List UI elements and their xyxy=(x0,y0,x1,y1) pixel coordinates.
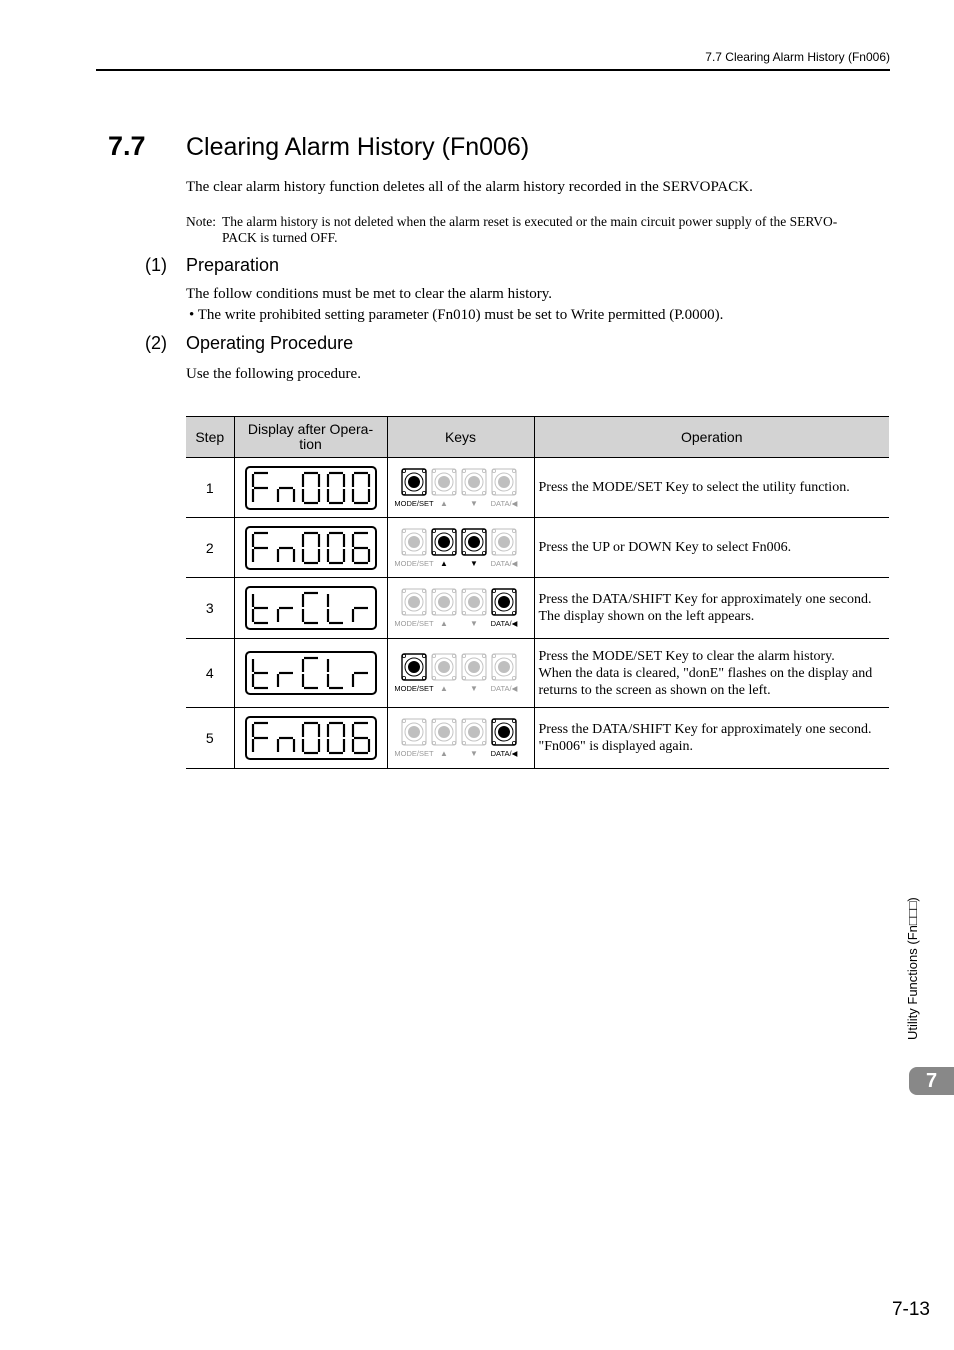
display-panel xyxy=(234,708,387,769)
data-key-label: DATA/◀ xyxy=(490,498,517,508)
up-key-label: ▲ xyxy=(439,558,448,568)
operation-cell xyxy=(534,639,889,708)
side-chapter-label: Utility Functions (Fn□□□) xyxy=(905,897,920,1040)
mode-key-label: MODE/SET xyxy=(393,619,434,628)
step-number: 4 xyxy=(186,639,234,708)
display-panel xyxy=(234,458,387,518)
procedure-table xyxy=(186,416,889,769)
up-key-button xyxy=(432,469,456,495)
operation-line-3: returns to the screen as shown on the left. xyxy=(538,682,771,698)
keys-cell xyxy=(387,708,534,769)
data-key-button xyxy=(492,654,516,680)
display-panel xyxy=(234,518,387,578)
header-keys: Keys xyxy=(387,417,534,458)
data-key-label: DATA/◀ xyxy=(490,619,517,628)
preparation-text: The follow conditions must be met to clear the alarm history. xyxy=(186,286,553,302)
preparation-title: Preparation xyxy=(186,255,280,275)
header-display: Display after Opera-tion xyxy=(234,417,387,458)
mode-key-label: MODE/SET xyxy=(393,749,434,758)
section-number: 7.7 xyxy=(108,131,146,161)
table-row xyxy=(186,518,889,578)
note-line-1: The alarm history is not deleted when the alarm reset is executed or the main circuit power supply of the SERVO- xyxy=(222,214,838,229)
note xyxy=(186,214,886,246)
down-key-button xyxy=(462,469,486,495)
up-key-label: ▲ xyxy=(439,749,448,758)
up-key-button xyxy=(432,589,456,615)
operation-line-1: Press the MODE/SET Key to clear the alarm history. xyxy=(538,648,835,664)
operation-cell xyxy=(534,708,889,769)
up-key-button xyxy=(432,654,456,680)
keys-cell xyxy=(387,458,534,518)
running-head: 7.7 Clearing Alarm History (Fn006) xyxy=(705,50,890,64)
mode-key-label: MODE/SET xyxy=(393,684,434,693)
down-key-label: ▼ xyxy=(469,619,478,628)
step-number: 2 xyxy=(186,518,234,578)
display-panel xyxy=(234,639,387,708)
operation-line-1: Press the DATA/SHIFT Key for approximately one second. xyxy=(538,722,872,737)
down-key-button xyxy=(462,654,486,680)
key-panel xyxy=(393,585,534,631)
key-panel xyxy=(393,465,534,511)
down-key-label: ▼ xyxy=(469,749,478,758)
mode-key-button xyxy=(402,654,426,680)
down-key-label: ▼ xyxy=(469,684,478,693)
up-key-button xyxy=(432,719,456,745)
header-rule xyxy=(96,69,890,71)
intro-text: The clear alarm history function deletes all of the alarm history recorded in the SERVOPACK. xyxy=(186,179,753,195)
data-key-label: DATA/◀ xyxy=(490,749,517,758)
down-key-label: ▼ xyxy=(469,498,478,508)
procedure-text: Use the following procedure. xyxy=(186,366,361,382)
preparation-number: (1) xyxy=(145,255,167,275)
section-title: Clearing Alarm History (Fn006) xyxy=(186,133,530,161)
note-label: Note: xyxy=(186,214,216,229)
mode-key-button xyxy=(402,529,426,555)
operation-line-2: "Fn006" is displayed again. xyxy=(538,739,694,754)
key-panel xyxy=(393,650,534,696)
mode-key-button xyxy=(402,469,426,495)
data-key-button xyxy=(492,719,516,745)
up-key-label: ▲ xyxy=(439,684,448,693)
key-panel xyxy=(393,525,534,571)
data-key-label: DATA/◀ xyxy=(490,558,517,568)
up-key-button xyxy=(432,529,456,555)
keys-cell xyxy=(387,639,534,708)
data-key-label: DATA/◀ xyxy=(490,684,517,693)
procedure-title: Operating Procedure xyxy=(186,333,354,353)
seven-segment-display xyxy=(235,651,387,695)
seven-segment-display xyxy=(235,586,387,630)
data-key-button xyxy=(492,529,516,555)
seven-segment-display xyxy=(235,716,387,760)
table-row xyxy=(186,458,889,518)
note-line-2: PACK is turned OFF. xyxy=(222,230,338,245)
table-row xyxy=(186,708,889,769)
header-operation: Operation xyxy=(534,417,889,458)
step-number: 1 xyxy=(186,458,234,518)
keys-cell xyxy=(387,578,534,639)
operation-line-2: The display shown on the left appears. xyxy=(538,609,755,624)
step-number: 3 xyxy=(186,578,234,639)
procedure-heading xyxy=(145,333,353,354)
operation-line-1: Press the DATA/SHIFT Key for approximately one second. xyxy=(538,592,872,607)
data-key-button xyxy=(492,589,516,615)
table-row xyxy=(186,578,889,639)
down-key-button xyxy=(462,529,486,555)
down-key-button xyxy=(462,719,486,745)
display-panel xyxy=(234,578,387,639)
table-row xyxy=(186,639,889,708)
seven-segment-display xyxy=(235,466,387,510)
operation-cell xyxy=(534,458,889,518)
operation-line-1: Press the UP or DOWN Key to select Fn006. xyxy=(538,540,792,555)
operation-cell xyxy=(534,518,889,578)
preparation-bullet: • The write prohibited setting parameter (Fn010) must be set to Write permitted (P.0000). xyxy=(189,307,724,323)
operation-line-1: Press the MODE/SET Key to select the utility function. xyxy=(538,480,850,495)
mode-key-button xyxy=(402,719,426,745)
down-key-button xyxy=(462,589,486,615)
procedure-number: (2) xyxy=(145,333,167,353)
mode-key-button xyxy=(402,589,426,615)
chapter-tab: 7 xyxy=(909,1067,954,1095)
operation-cell xyxy=(534,578,889,639)
table-header-row xyxy=(186,417,889,458)
data-key-button xyxy=(492,469,516,495)
seven-segment-display xyxy=(235,526,387,570)
step-number: 5 xyxy=(186,708,234,769)
mode-key-label: MODE/SET xyxy=(393,558,434,568)
header-step: Step xyxy=(186,417,234,458)
up-key-label: ▲ xyxy=(439,619,448,628)
page-number: 7-13 xyxy=(891,1299,930,1320)
operation-line-2: When the data is cleared, "donE" flashes on the display and xyxy=(538,665,873,681)
mode-key-label: MODE/SET xyxy=(393,498,434,508)
preparation-heading xyxy=(145,255,279,276)
up-key-label: ▲ xyxy=(439,498,448,508)
down-key-label: ▼ xyxy=(469,558,478,568)
keys-cell xyxy=(387,518,534,578)
key-panel xyxy=(393,715,534,761)
